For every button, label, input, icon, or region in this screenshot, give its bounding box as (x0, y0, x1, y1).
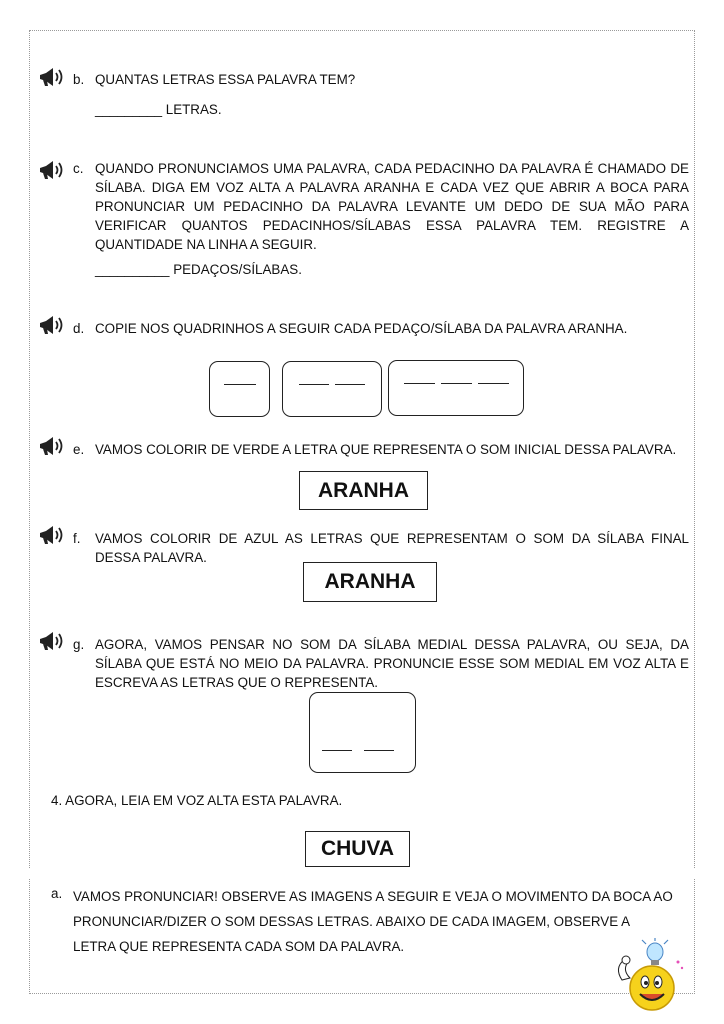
question-d (73, 319, 689, 338)
syllable-box-2[interactable] (282, 361, 382, 417)
question-c (73, 159, 689, 254)
answer-line-silabas[interactable]: __________ PEDAÇOS/SÍLABAS. (95, 262, 302, 277)
question-text: VAMOS COLORIR DE VERDE A LETRA QUE REPRESENTA O SOM INICIAL DESSA PALAVRA. (95, 442, 677, 457)
question-e (73, 440, 689, 459)
question-text: VAMOS COLORIR DE AZUL AS LETRAS QUE REPRESENTAM O SOM DA SÍLABA FINAL DESSA PALAVRA. (95, 531, 689, 565)
question-text: QUANDO PRONUNCIAMOS UMA PALAVRA, CADA PEDACINHO DA PALAVRA É CHAMADO DE SÍLABA. DIGA EM VOZ ALTA A PALAVRA ARANHA E CADA VEZ QUE ABRIR A BOCA PARA PRONUNCIAR UM PEDACINHO DA PALAVRA LEVANTE UM DEDO DE SUA MÃO PARA VERIFICAR QUANTOS PEDACINHOS/SÍLABAS ESSA PALAVRA TEM. REGISTRE A QUANTIDADE NA LINHA A SEGUIR. (95, 161, 689, 252)
item-4a-letter: a. (51, 886, 63, 901)
question-letter: b. (73, 72, 85, 87)
question-letter: g. (73, 637, 85, 652)
question-letter: d. (73, 321, 85, 336)
question-text: AGORA, VAMOS PENSAR NO SOM DA SÍLABA MEDIAL DESSA PALAVRA, OU SEJA, DA SÍLABA QUE ESTÁ NO MEIO DA PALAVRA. PRONUNCIE ESSE SOM MEDIAL EM VOZ ALTA E ESCREVA AS LETRAS QUE O REPRESENTA. (95, 637, 689, 690)
question-g (73, 635, 689, 692)
word-box-aranha[interactable]: ARANHA (303, 562, 437, 602)
megaphone-icon[interactable] (38, 524, 66, 546)
item-4-text: 4. AGORA, LEIA EM VOZ ALTA ESTA PALAVRA. (51, 793, 343, 808)
question-letter: f. (73, 531, 81, 546)
question-letter: e. (73, 442, 85, 457)
megaphone-icon[interactable] (38, 66, 66, 88)
lightbulb-smiley-icon (600, 938, 690, 1018)
word-box-chuva[interactable]: CHUVA (305, 831, 410, 867)
medial-syllable-box[interactable] (309, 692, 416, 773)
question-letter: c. (73, 161, 84, 176)
answer-line-letras[interactable]: _________ LETRAS. (95, 102, 222, 117)
question-text: QUANTAS LETRAS ESSA PALAVRA TEM? (95, 72, 356, 87)
syllable-box-3[interactable] (388, 360, 524, 416)
megaphone-icon[interactable] (38, 314, 66, 336)
question-b (73, 70, 689, 89)
item-4a-text: VAMOS PRONUNCIAR! OBSERVE AS IMAGENS A SEGUIR E VEJA O MOVIMENTO DA BOCA AO PRONUNCIAR/DIZER O SOM DESSAS LETRAS. ABAIXO DE CADA IMAGEM, OBSERVE A LETRA QUE REPRESENTA CADA SOM DA PALAVRA. (73, 889, 673, 954)
megaphone-icon[interactable] (38, 435, 66, 457)
question-text: COPIE NOS QUADRINHOS A SEGUIR CADA PEDAÇO/SÍLABA DA PALAVRA ARANHA. (95, 321, 628, 336)
word-box-aranha[interactable]: ARANHA (299, 471, 428, 510)
megaphone-icon[interactable] (38, 159, 66, 181)
page-border-gap (24, 868, 700, 878)
megaphone-icon[interactable] (38, 630, 66, 652)
syllable-box-1[interactable] (209, 361, 270, 417)
